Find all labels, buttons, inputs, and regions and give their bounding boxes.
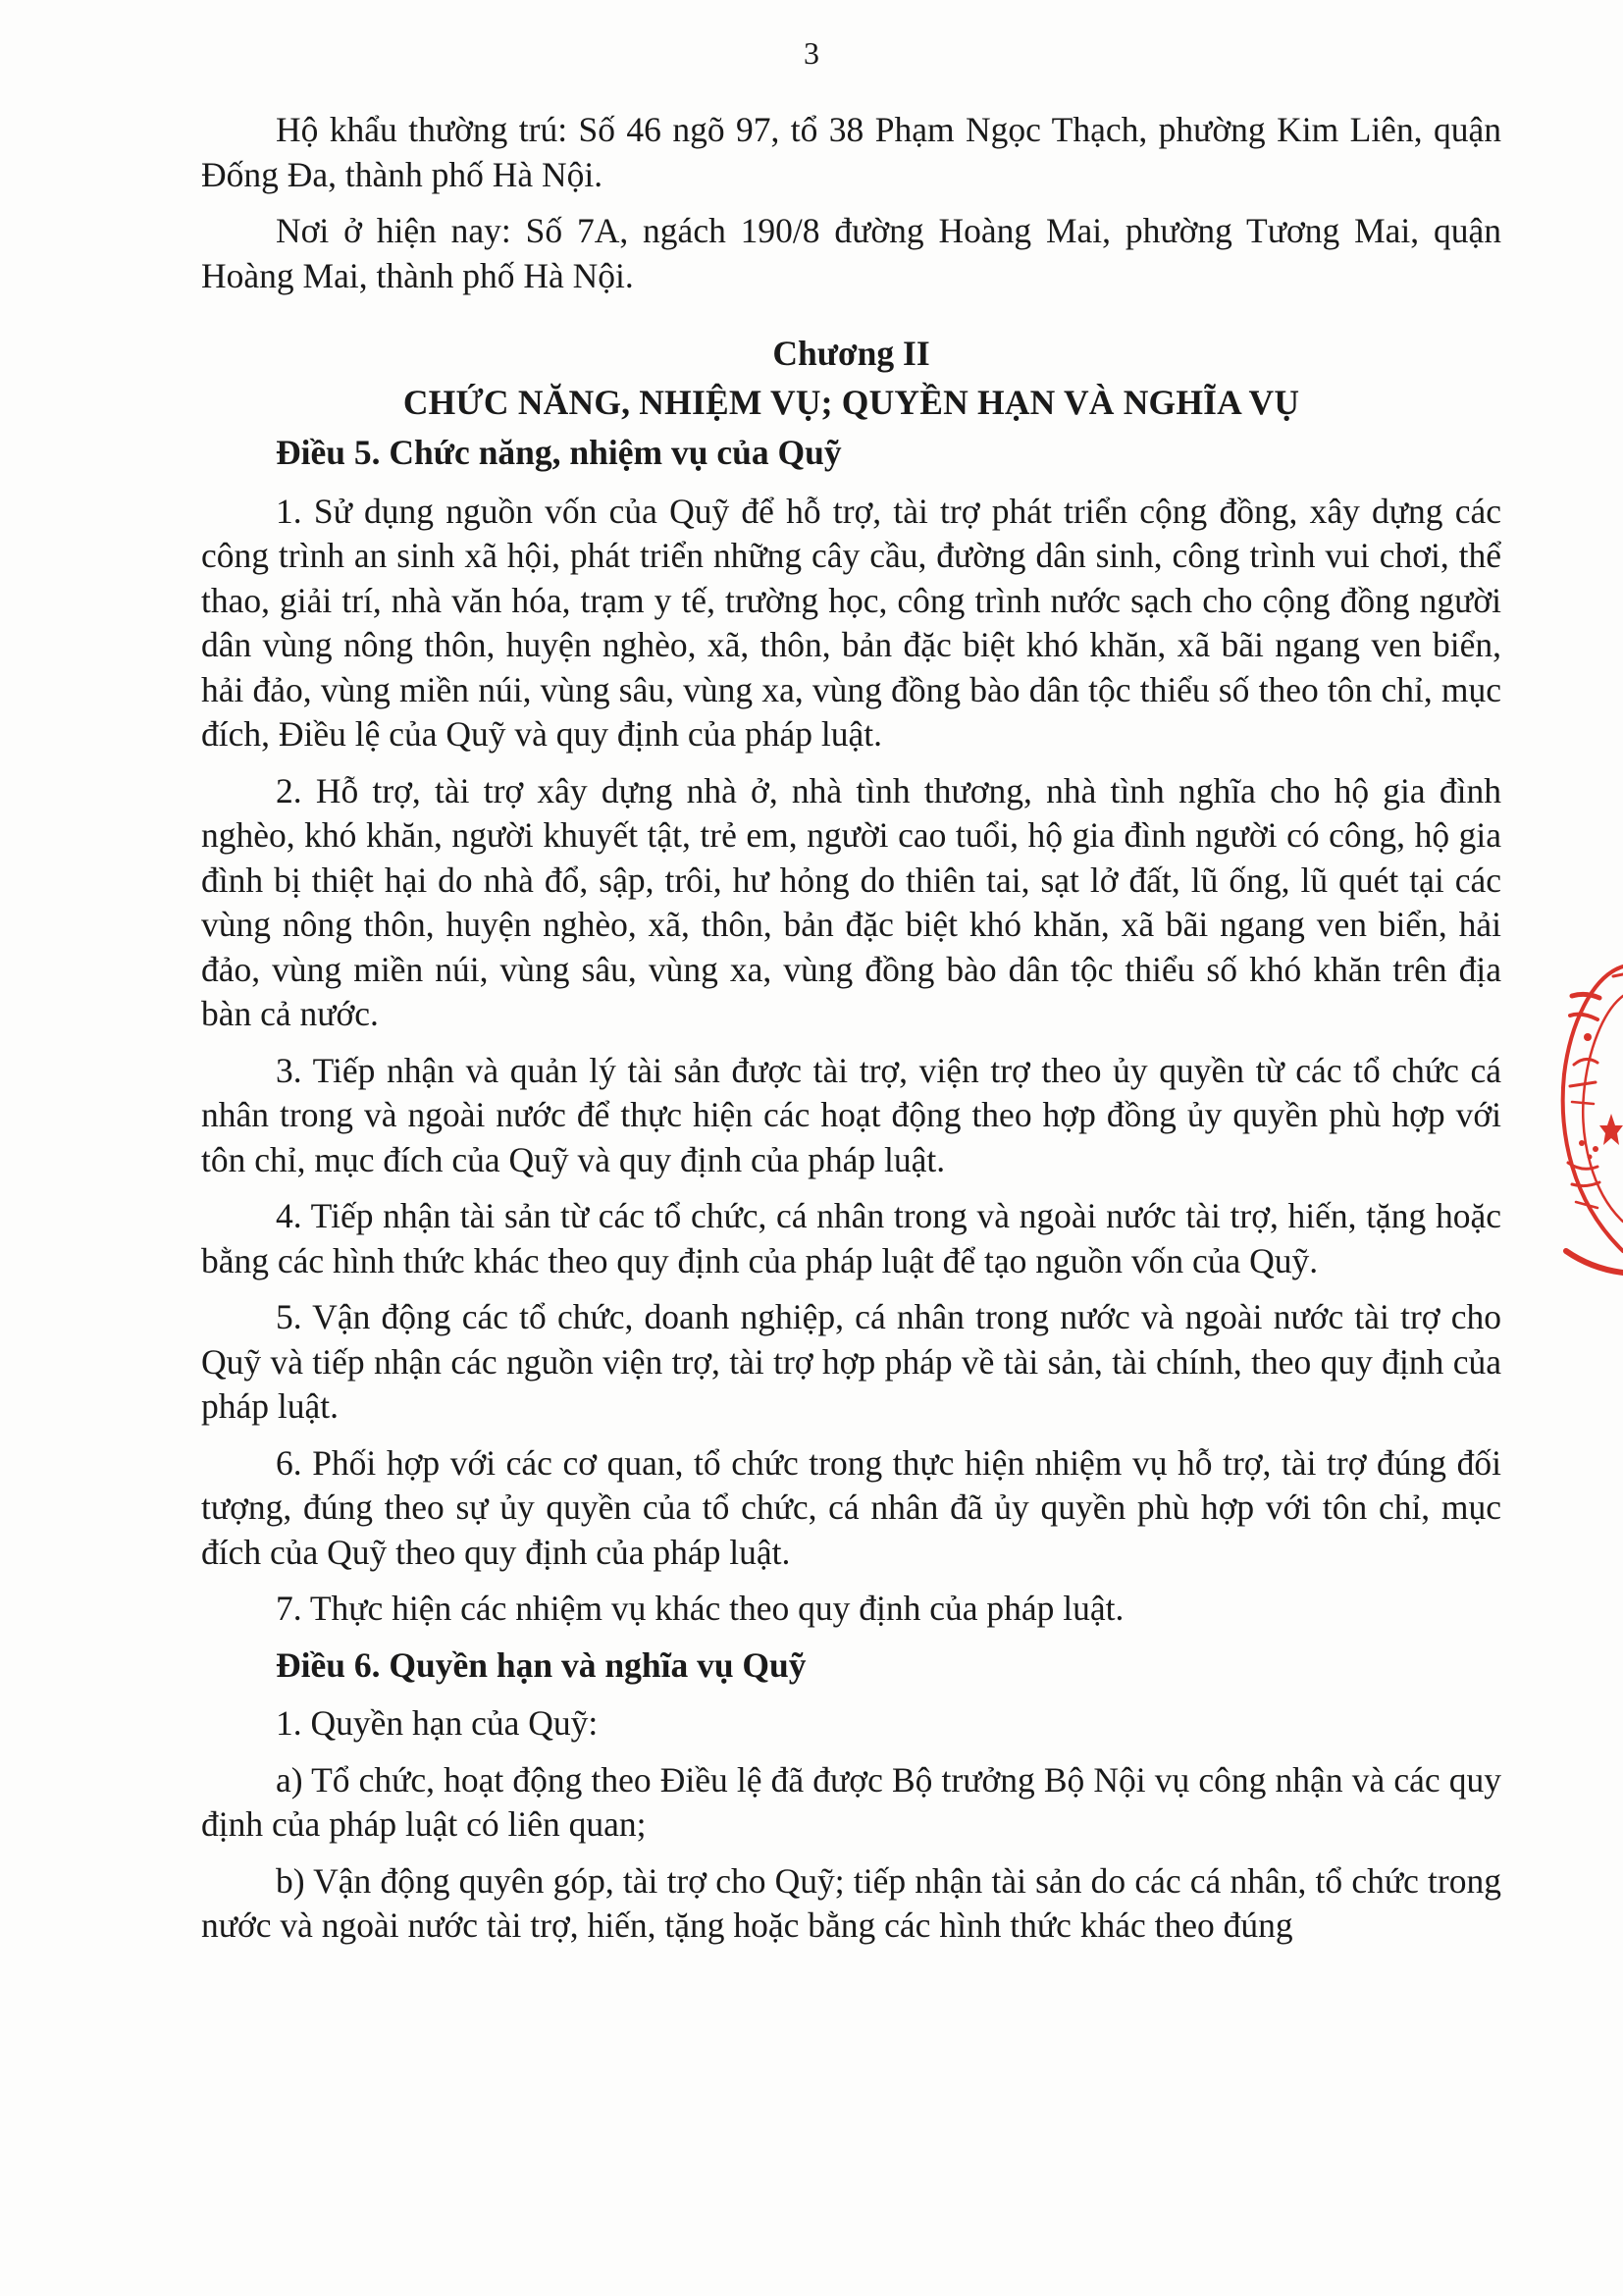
article-5-item-6: 6. Phối hợp với các cơ quan, tổ chức trong thực hiện nhiệm vụ hỗ trợ, tài trợ đúng đối tượng, đúng theo sự ủy quyền của tổ chức, cá nhân đã ủy quyền phù hợp với tôn chỉ, mục đích của Quỹ theo quy định của pháp luật. bbox=[201, 1442, 1501, 1572]
article-5-title: Điều 5. Chức năng, nhiệm vụ của Quỹ bbox=[276, 433, 842, 472]
chapter-title: Chương II bbox=[772, 334, 930, 373]
article-6-item-1b: b) Vận động quyên góp, tài trợ cho Quỹ; tiếp nhận tài sản do các cá nhân, tổ chức trong nước và ngoài nước tài trợ, hiến, tặng hoặc bằng các hình thức khác theo đúng bbox=[201, 1860, 1501, 1945]
article-6-title: Điều 6. Quyền hạn và nghĩa vụ Quỹ bbox=[276, 1644, 807, 1685]
paragraph-permanent-residence: Hộ khẩu thường trú: Số 46 ngõ 97, tổ 38 Phạm Ngọc Thạch, phường Kim Liên, quận Đống Đa, thành phố Hà Nội. bbox=[201, 110, 1501, 194]
article-5-item-3: 3. Tiếp nhận và quản lý tài sản được tài trợ, viện trợ theo ủy quyền từ các tổ chức cá nhân trong và ngoài nước để thực hiện các hoạt động theo hợp đồng ủy quyền phù hợp với tôn chỉ, mục đích của Quỹ và quy định của pháp luật. bbox=[201, 1050, 1501, 1179]
article-5-item-2: 2. Hỗ trợ, tài trợ xây dựng nhà ở, nhà tình thương, nhà tình nghĩa cho hộ gia đình nghèo, khó khăn, người khuyết tật, trẻ em, người cao tuổi, hộ gia đình người có công, hộ gia đình bị thiệt hại do nhà đổ, sập, trôi, hư hỏng do thiên tai, sạt lở đất, lũ ống, lũ quét tại các vùng nông thôn, huyện nghèo, xã, thôn, bản đặc biệt khó khăn, xã bãi ngang ven biển, hải đảo, vùng miền núi, vùng sâu, vùng xa, vùng đồng bào dân tộc thiểu số khó khăn trên địa bàn cả nước. bbox=[201, 770, 1501, 1033]
article-6-item-1: 1. Quyền hạn của Quỹ: bbox=[276, 1703, 599, 1743]
chapter-subtitle: CHỨC NĂNG, NHIỆM VỤ; QUYỀN HẠN VÀ NGHĨA VỤ bbox=[402, 382, 1300, 422]
article-5-item-1: 1. Sử dụng nguồn vốn của Quỹ để hỗ trợ, tài trợ phát triển cộng đồng, xây dựng các công trình an sinh xã hội, phát triển những cây cầu, đường dân sinh, công trình vui chơi, thể thao, giải trí, nhà văn hóa, trạm y tế, trường học, công trình nước sạch cho cộng đồng người dân vùng nông thôn, huyện nghèo, xã, thôn, bản đặc biệt khó khăn, xã bãi ngang ven biển, hải đảo, vùng miền núi, vùng sâu, vùng xa, vùng đồng bào dân tộc thiểu số theo tôn chỉ, mục đích, Điều lệ của Quỹ và quy định của pháp luật. bbox=[201, 491, 1501, 754]
seal-stamp bbox=[1552, 957, 1623, 1280]
page-number: 3 bbox=[804, 35, 819, 71]
article-5-item-5: 5. Vận động các tổ chức, doanh nghiệp, cá nhân trong nước và ngoài nước tài trợ cho Quỹ và tiếp nhận các nguồn viện trợ, tài trợ hợp pháp về tài sản, tài chính, theo quy định của pháp luật. bbox=[201, 1297, 1501, 1426]
article-5-item-7: 7. Thực hiện các nhiệm vụ khác theo quy định của pháp luật. bbox=[276, 1589, 1125, 1628]
article-5-item-4: 4. Tiếp nhận tài sản từ các tổ chức, cá nhân trong và ngoài nước tài trợ, hiến, tặng hoặc bằng các hình thức khác theo quy định của pháp luật để tạo nguồn vốn của Quỹ. bbox=[201, 1196, 1501, 1280]
document-body bbox=[201, 108, 1501, 1960]
seal-stamp-icon bbox=[1552, 957, 1623, 1280]
paragraph-current-residence: Nơi ở hiện nay: Số 7A, ngách 190/8 đường Hoàng Mai, phường Tương Mai, quận Hoàng Mai, thành phố Hà Nội. bbox=[201, 211, 1501, 295]
article-6-item-1a: a) Tổ chức, hoạt động theo Điều lệ đã được Bộ trưởng Bộ Nội vụ công nhận và các quy định của pháp luật có liên quan; bbox=[201, 1759, 1501, 1844]
